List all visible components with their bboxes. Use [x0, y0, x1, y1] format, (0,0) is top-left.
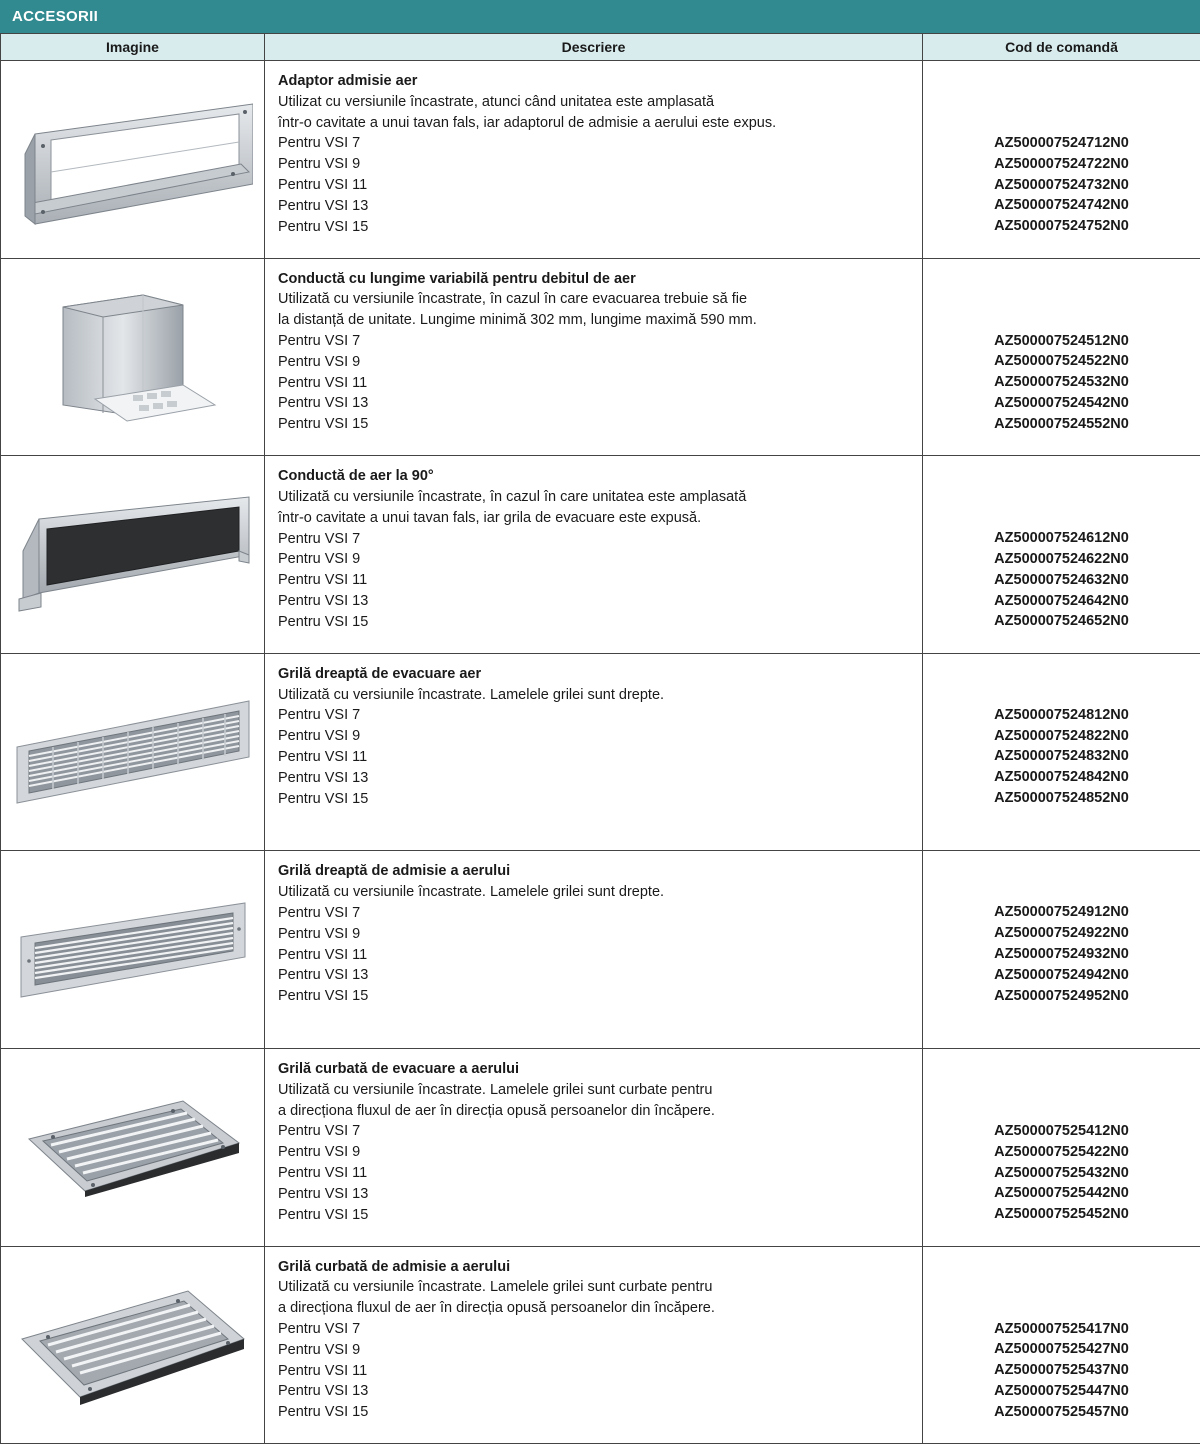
order-code: AZ500007524822N0: [994, 727, 1129, 744]
order-code: AZ500007524742N0: [994, 197, 1129, 214]
table-row: [1, 456, 1200, 654]
order-code: AZ500007524722N0: [994, 155, 1129, 172]
model-line: Pentru VSI 9: [278, 156, 361, 173]
product-title: Grilă curbată de admisie a aerului: [278, 1258, 511, 1275]
order-code: AZ500007524942N0: [994, 966, 1129, 983]
table-row: [1, 1048, 1200, 1246]
product-image-cell: [1, 1246, 265, 1444]
product-title: Conductă cu lungime variabilă pentru debitul de aer: [278, 270, 636, 287]
description-line: Utilizată cu versiunile încastrate. Lamelele grilei sunt curbate pentru: [278, 1279, 713, 1296]
product-title: Grilă dreaptă de evacuare aer: [278, 665, 482, 682]
model-line: Pentru VSI 15: [278, 1404, 369, 1421]
model-line: Pentru VSI 13: [278, 395, 369, 412]
order-code: AZ500007524932N0: [994, 945, 1129, 962]
order-code: AZ500007524612N0: [994, 530, 1129, 547]
order-code-cell: [923, 653, 1200, 851]
model-line: Pentru VSI 7: [278, 135, 361, 152]
order-code-cell: [923, 456, 1200, 654]
order-code: AZ500007525427N0: [994, 1341, 1129, 1358]
model-line: Pentru VSI 11: [278, 176, 368, 193]
model-line: Pentru VSI 15: [278, 1206, 369, 1223]
model-line: Pentru VSI 7: [278, 530, 361, 547]
product-title: Conductă de aer la 90°: [278, 468, 434, 485]
intake-air-adapter-icon: [13, 84, 253, 234]
order-code: AZ500007524852N0: [994, 789, 1129, 806]
model-line: Pentru VSI 11: [278, 572, 368, 589]
model-line: Pentru VSI 11: [278, 1164, 368, 1181]
model-line: Pentru VSI 13: [278, 1185, 369, 1202]
order-code: AZ500007524842N0: [994, 769, 1129, 786]
order-code: AZ500007525412N0: [994, 1122, 1129, 1139]
model-line: Pentru VSI 13: [278, 1383, 369, 1400]
model-line: Pentru VSI 11: [278, 374, 368, 391]
order-code: AZ500007525457N0: [994, 1403, 1129, 1420]
model-line: Pentru VSI 11: [278, 946, 368, 963]
order-code: AZ500007524622N0: [994, 550, 1129, 567]
description-cell: [265, 851, 923, 1049]
order-code: AZ500007524912N0: [994, 904, 1129, 921]
product-title: Grilă curbată de evacuare a aerului: [278, 1060, 519, 1077]
description-line: Utilizată cu versiunile încastrate. Lamelele grilei sunt drepte.: [278, 884, 665, 901]
product-image-cell: [1, 653, 265, 851]
order-code: AZ500007525417N0: [994, 1320, 1129, 1337]
table-row: [1, 1246, 1200, 1444]
description-line: Utilizat cu versiunile încastrate, atunci când unitatea este amplasată: [278, 93, 715, 110]
order-code-cell: [923, 258, 1200, 456]
order-code: AZ500007525447N0: [994, 1382, 1129, 1399]
description-line: Utilizată cu versiunile încastrate. Lamelele grilei sunt drepte.: [278, 686, 665, 703]
order-code: AZ500007524732N0: [994, 176, 1129, 193]
description-line: Utilizată cu versiunile încastrate. Lamelele grilei sunt curbate pentru: [278, 1081, 713, 1098]
description-cell: [265, 1048, 923, 1246]
model-line: Pentru VSI 13: [278, 592, 369, 609]
order-code: AZ500007525437N0: [994, 1362, 1129, 1379]
model-line: Pentru VSI 7: [278, 332, 361, 349]
description-line: Utilizată cu versiunile încastrate, în cazul în care unitatea este amplasată: [278, 488, 747, 505]
model-line: Pentru VSI 7: [278, 1320, 361, 1337]
order-code: AZ500007525422N0: [994, 1143, 1129, 1160]
column-header-image: Imagine: [1, 34, 265, 61]
product-image-cell: [1, 851, 265, 1049]
curved-exhaust-grille-icon: [23, 1097, 243, 1197]
column-header-code: Cod de comandă: [923, 34, 1200, 61]
table-row: [1, 653, 1200, 851]
order-code-cell: [923, 1246, 1200, 1444]
90-degree-duct-icon: [13, 489, 253, 619]
model-line: Pentru VSI 13: [278, 769, 369, 786]
order-code: AZ500007524752N0: [994, 218, 1129, 235]
model-line: Pentru VSI 11: [278, 1362, 368, 1379]
order-code: AZ500007524632N0: [994, 571, 1129, 588]
order-code: AZ500007524832N0: [994, 748, 1129, 765]
order-code-cell: [923, 851, 1200, 1049]
description-line: într-o cavitate a unui tavan fals, iar grila de evacuare este expusă.: [278, 509, 702, 526]
order-code-cell: [923, 1048, 1200, 1246]
description-line: într-o cavitate a unui tavan fals, iar adaptorul de admisie a aerului este expus.: [278, 114, 777, 131]
description-cell: [265, 456, 923, 654]
order-code: AZ500007525452N0: [994, 1206, 1129, 1223]
description-line: la distanță de unitate. Lungime minimă 302 mm, lungime maximă 590 mm.: [278, 312, 757, 329]
model-line: Pentru VSI 15: [278, 988, 369, 1005]
straight-exhaust-grille-icon: [13, 697, 253, 807]
model-line: Pentru VSI 7: [278, 904, 361, 921]
model-line: Pentru VSI 13: [278, 197, 369, 214]
order-code: AZ500007524712N0: [994, 135, 1129, 151]
variable-length-duct-icon: [33, 277, 233, 437]
section-title: ACCESORII: [0, 0, 1200, 33]
description-cell: [265, 61, 923, 259]
product-image-cell: [1, 258, 265, 456]
order-code: AZ500007525442N0: [994, 1185, 1129, 1202]
order-code: AZ500007524552N0: [994, 415, 1129, 432]
accessories-table: [0, 33, 1200, 1444]
order-code: AZ500007524522N0: [994, 353, 1129, 370]
model-line: Pentru VSI 9: [278, 1341, 361, 1358]
model-line: Pentru VSI 15: [278, 218, 369, 235]
model-line: Pentru VSI 15: [278, 416, 369, 433]
description-cell: [265, 258, 923, 456]
model-line: Pentru VSI 9: [278, 1144, 361, 1161]
description-line: Utilizată cu versiunile încastrate, în cazul în care evacuarea trebuie să fie: [278, 291, 748, 308]
model-line: Pentru VSI 15: [278, 613, 369, 630]
model-line: Pentru VSI 9: [278, 353, 361, 370]
model-line: Pentru VSI 13: [278, 967, 369, 984]
model-line: Pentru VSI 15: [278, 790, 369, 807]
description-line: a direcționa fluxul de aer în direcția opusă persoanelor din încăpere.: [278, 1102, 715, 1119]
model-line: Pentru VSI 7: [278, 707, 361, 724]
straight-intake-grille-icon: [17, 899, 249, 1001]
order-code-cell: [923, 61, 1200, 259]
order-code: AZ500007524812N0: [994, 706, 1129, 723]
model-line: Pentru VSI 9: [278, 728, 361, 745]
order-code: AZ500007524642N0: [994, 592, 1129, 609]
order-code: AZ500007524952N0: [994, 987, 1129, 1004]
table-row: [1, 61, 1200, 259]
order-code: AZ500007524532N0: [994, 374, 1129, 391]
order-code: AZ500007524542N0: [994, 394, 1129, 411]
description-cell: [265, 1246, 923, 1444]
description-line: a direcționa fluxul de aer în direcția opusă persoanelor din încăpere.: [278, 1300, 715, 1317]
table-header-row: [1, 34, 1200, 61]
model-line: Pentru VSI 11: [278, 748, 368, 765]
product-title: Grilă dreaptă de admisie a aerului: [278, 863, 511, 880]
model-line: Pentru VSI 9: [278, 925, 361, 942]
column-header-description: Descriere: [265, 34, 923, 61]
model-line: Pentru VSI 9: [278, 551, 361, 568]
product-image-cell: [1, 456, 265, 654]
order-code: AZ500007525432N0: [994, 1164, 1129, 1181]
model-line: Pentru VSI 7: [278, 1123, 361, 1140]
order-code: AZ500007524922N0: [994, 925, 1129, 942]
order-code: AZ500007524512N0: [994, 332, 1129, 349]
table-row: [1, 258, 1200, 456]
product-image-cell: [1, 1048, 265, 1246]
curved-intake-grille-icon: [18, 1285, 248, 1405]
product-image-cell: [1, 61, 265, 259]
table-row: [1, 851, 1200, 1049]
order-code: AZ500007524652N0: [994, 613, 1129, 630]
description-cell: [265, 653, 923, 851]
product-title: Adaptor admisie aer: [278, 73, 418, 89]
